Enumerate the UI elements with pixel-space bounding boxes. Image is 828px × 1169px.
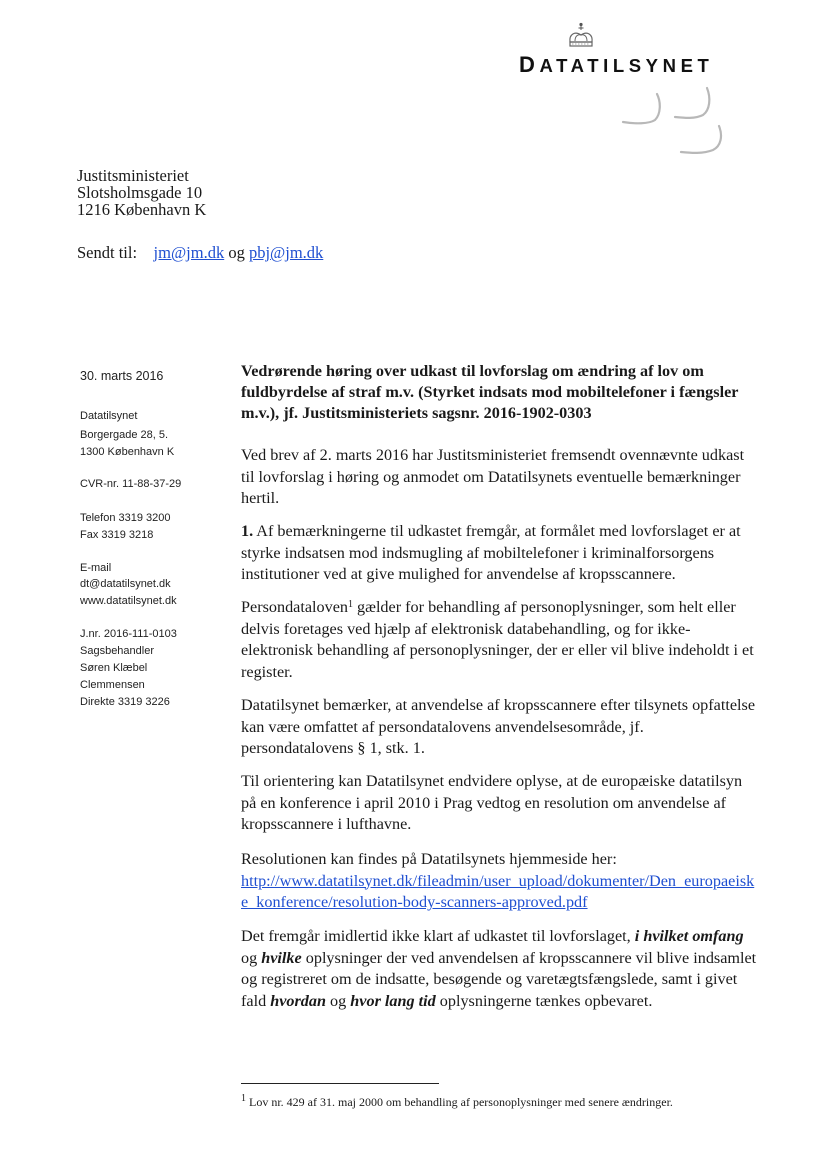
crown-icon: [566, 22, 596, 50]
recipient-city: 1216 København K: [77, 200, 207, 219]
case-handler-phone: Direkte 3319 3226: [80, 696, 170, 708]
sender-email[interactable]: dt@datatilsynet.dk: [80, 578, 171, 590]
footnote-divider: [241, 1083, 439, 1084]
paragraph-intro: [241, 445, 759, 510]
paragraph-2: [241, 597, 759, 683]
footnote-text: Lov nr. 429 af 31. maj 2000 om behandling af personoplysninger med senere ændringer.: [246, 1095, 673, 1109]
letter-subject: Vedrørende høring over udkast til lovforslag om ændring af lov om fuldbyrdelse af straf m.v. (Styrket indsats mod mobiltelefoner i fængsler m.v.), jf. Justitsministeriets sagsnr. 2016-1902-0303: [241, 362, 739, 422]
sender-cvr: CVR-nr. 11-88-37-29: [80, 478, 182, 490]
paragraph-1: [241, 521, 759, 586]
paragraph-6-text-4: og: [326, 991, 351, 1010]
paragraph-4: [241, 771, 759, 836]
paragraph-6-text-1: Det fremgår imidlertid ikke klart af udkastet til lovforslaget,: [241, 927, 635, 945]
sender-street: Borgergade 28, 5.: [80, 429, 169, 441]
footnote-number: 1: [241, 1093, 246, 1104]
sent-to-label: Sendt til:: [77, 243, 138, 262]
emphasis-hvilke: hvilke: [261, 948, 302, 967]
sender-city: 1300 København K: [80, 446, 175, 458]
brand-logo-text: DATATILSYNET: [519, 52, 714, 77]
sender-name: Datatilsynet: [80, 410, 138, 422]
recipient-name: Justitsministeriet: [77, 166, 189, 185]
handwritten-marks: [615, 82, 735, 167]
emphasis-tid: hvor lang tid: [350, 991, 436, 1010]
paragraph-2-text: gælder for behandling af personoplysninger, som helt eller delvis foretages ved hjælp af elektronisk databehandling, og for ikke-elektronisk behandling af personoplysninger, der er eller vil blive indeholdt i et register.: [241, 598, 754, 681]
email-link-pbj[interactable]: pbj@jm.dk: [248, 243, 324, 262]
paragraph-5-text: Resolutionen kan findes på Datatilsynets hjemmeside her:: [241, 850, 617, 868]
paragraph-6-text-3: oplysninger der ved anvendelsen af kropsscannere vil blive indsamlet og registreret om de indsatte, besøgende og varetægtsfængslede, samt i givet fald: [241, 948, 757, 1010]
sender-fax: Fax 3319 3218: [80, 529, 154, 541]
case-handler-name: Søren Klæbel: [80, 662, 148, 674]
paragraph-6-text-2: og: [241, 948, 262, 967]
paragraph-intro-text: Ved brev af 2. marts 2016 har Justitsministeriet fremsendt ovennævnte udkast til lovforslag i høring og anmodet om Datatilsynets eventuelle bemærkninger hertil.: [241, 446, 745, 507]
case-handler-label: Sagsbehandler: [80, 645, 155, 657]
paragraph-4-text: Til orientering kan Datatilsynet endvidere oplyse, at de europæiske datatilsyn på en konference i april 2010 i Prag vedtog en resolution om anvendelse af kropsscannere i lufthavne.: [241, 772, 743, 833]
case-number: J.nr. 2016-111-0103: [80, 628, 177, 640]
letter-date: 30. marts 2016: [80, 369, 164, 383]
section-number: 1.: [241, 522, 254, 540]
recipient-street: Slotsholmsgade 10: [77, 183, 203, 202]
paragraph-1-text: Af bemærkningerne til udkastet fremgår, at formålet med lovforslaget er at styrke indsatsen mod indsmugling af mobiltelefoner i kriminalforsorgens institutioner ved at give mulighed for anvendelse af kropsscannere.: [241, 522, 741, 583]
paragraph-2-lead: Persondataloven: [241, 598, 348, 616]
emphasis-omfang: i hvilket omfang: [634, 927, 744, 945]
paragraph-6-text-5: oplysningerne tænkes opbevaret.: [435, 991, 653, 1010]
paragraph-5: [241, 849, 759, 914]
sent-to-line: [77, 243, 323, 263]
paragraph-3-text: Datatilsynet bemærker, at anvendelse af kropsscannere efter tilsynets opfattelse kan være omfattet af persondatalovens anvendelsesområde, jf. persondatalovens § 1, stk. 1.: [241, 696, 756, 757]
sender-phone: Telefon 3319 3200: [80, 512, 171, 524]
emphasis-hvordan: hvordan: [270, 991, 326, 1010]
sent-to-conjunction: og: [228, 243, 245, 262]
email-link-jm[interactable]: jm@jm.dk: [153, 243, 225, 262]
sender-email-label: E-mail: [80, 562, 112, 574]
sender-website[interactable]: www.datatilsynet.dk: [80, 595, 177, 607]
footnote-ref: 1: [348, 599, 353, 610]
paragraph-3: [241, 695, 759, 760]
footnote: [241, 1095, 673, 1110]
case-handler-surname: Clemmensen: [80, 679, 145, 691]
resolution-link[interactable]: http://www.datatilsynet.dk/fileadmin/user_upload/dokumenter/Den_europaeiske_konference/resolution-body-scanners-approved.pdf: [241, 871, 755, 911]
paragraph-6: [241, 926, 759, 1012]
